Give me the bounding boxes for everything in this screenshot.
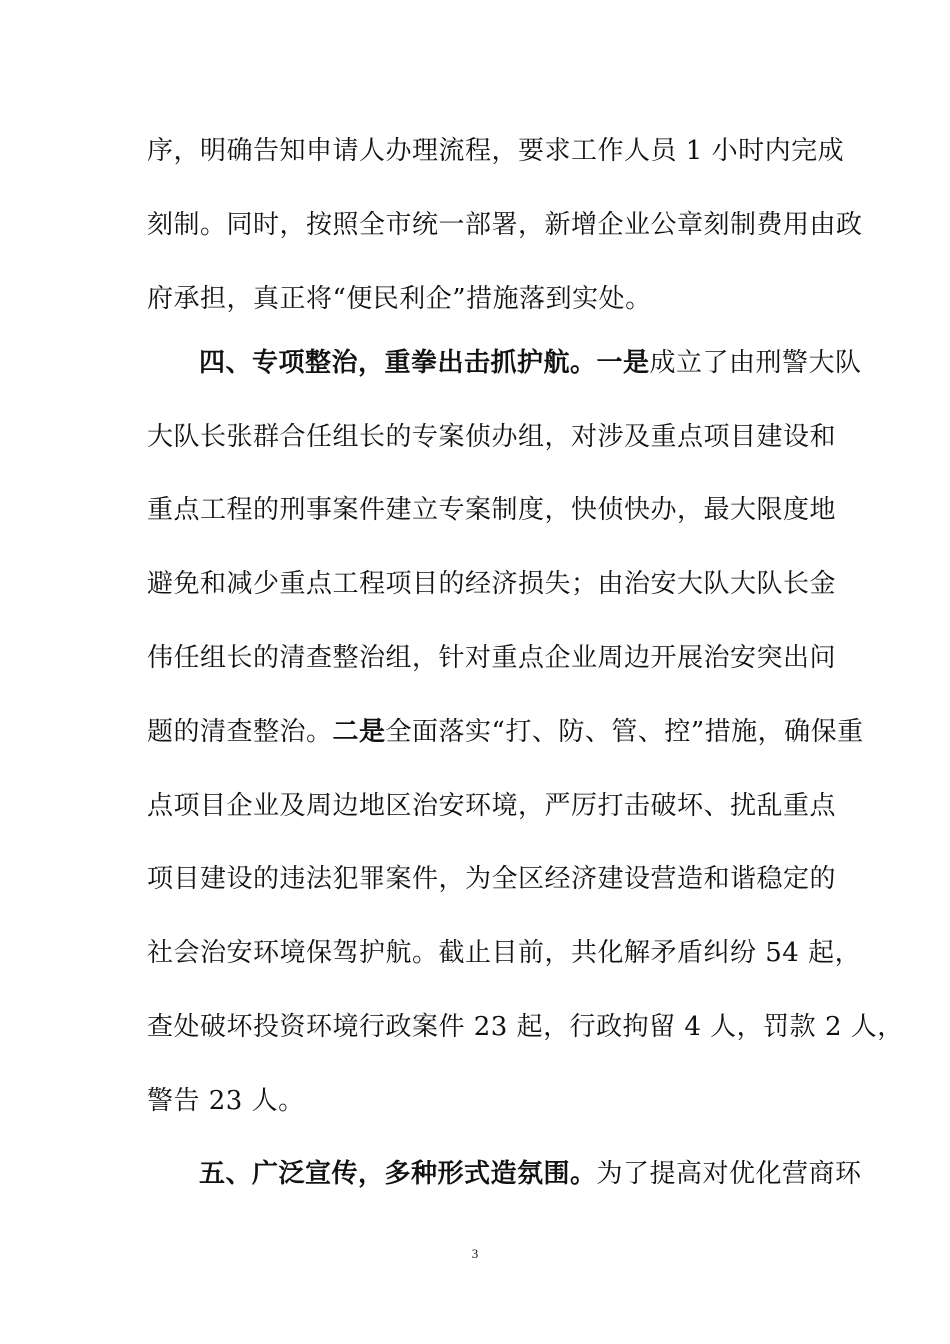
text-run: 重点工程的刑事案件建立专案制度，快侦快办，最大限度地 xyxy=(147,495,837,525)
text-run: 为了提高对优化营商环 xyxy=(596,1159,862,1189)
item-marker: 二是 xyxy=(332,717,386,747)
item-marker: 一是 xyxy=(596,348,650,378)
body-text-line xyxy=(147,1081,807,1121)
body-text-line xyxy=(147,638,837,678)
text-run: 警告 23 人。 xyxy=(147,1086,305,1116)
body-text-line xyxy=(147,205,863,245)
section-five-heading-line xyxy=(199,1154,862,1194)
text-run: 刻制。同时，按照全市统一部署，新增企业公章刻制费用由政 xyxy=(147,210,863,240)
text-run: 成立了由刑警大队 xyxy=(649,348,862,378)
text-run: 府承担，真正将“便民利企”措施落到实处。 xyxy=(147,284,652,314)
body-text-line xyxy=(147,490,837,530)
section-heading: 五、广泛宣传，多种形式造氛围。 xyxy=(199,1159,597,1189)
body-text-line xyxy=(147,1007,904,1047)
text-run: 项目建设的违法犯罪案件，为全区经济建设营造和谐稳定的 xyxy=(147,864,837,894)
text-run: 查处破坏投资环境行政案件 23 起，行政拘留 4 人，罚款 2 人， xyxy=(147,1012,904,1042)
text-run: 题的清查整治。 xyxy=(147,717,333,747)
text-run: 伟任组长的清查整治组，针对重点企业周边开展治安突出问 xyxy=(147,643,837,673)
text-run: 社会治安环境保驾护航。截止目前，共化解矛盾纠纷 54 起， xyxy=(147,938,862,968)
body-text-line xyxy=(147,859,837,899)
text-run: 点项目企业及周边地区治安环境，严厉打击破坏、扰乱重点 xyxy=(147,791,837,821)
body-text-line xyxy=(147,417,837,457)
body-text-line xyxy=(147,712,864,752)
page-number: 3 xyxy=(471,1246,479,1261)
body-text-line xyxy=(147,279,807,319)
text-run: 序，明确告知申请人办理流程，要求工作人员 1 小时内完成 xyxy=(147,136,845,166)
body-text-line xyxy=(147,786,837,826)
text-run: 避免和减少重点工程项目的经济损失；由治安大队大队长金 xyxy=(147,569,837,599)
text-run: 全面落实“打、防、管、控”措施，确保重 xyxy=(385,717,864,747)
section-four-heading-line xyxy=(199,343,862,383)
section-heading: 四、专项整治，重拳出击抓护航。 xyxy=(199,348,597,378)
text-run: 大队长张群合任组长的专案侦办组，对涉及重点项目建设和 xyxy=(147,422,837,452)
body-text-line xyxy=(147,131,845,171)
body-text-line xyxy=(147,933,862,973)
body-text-line xyxy=(147,564,837,604)
